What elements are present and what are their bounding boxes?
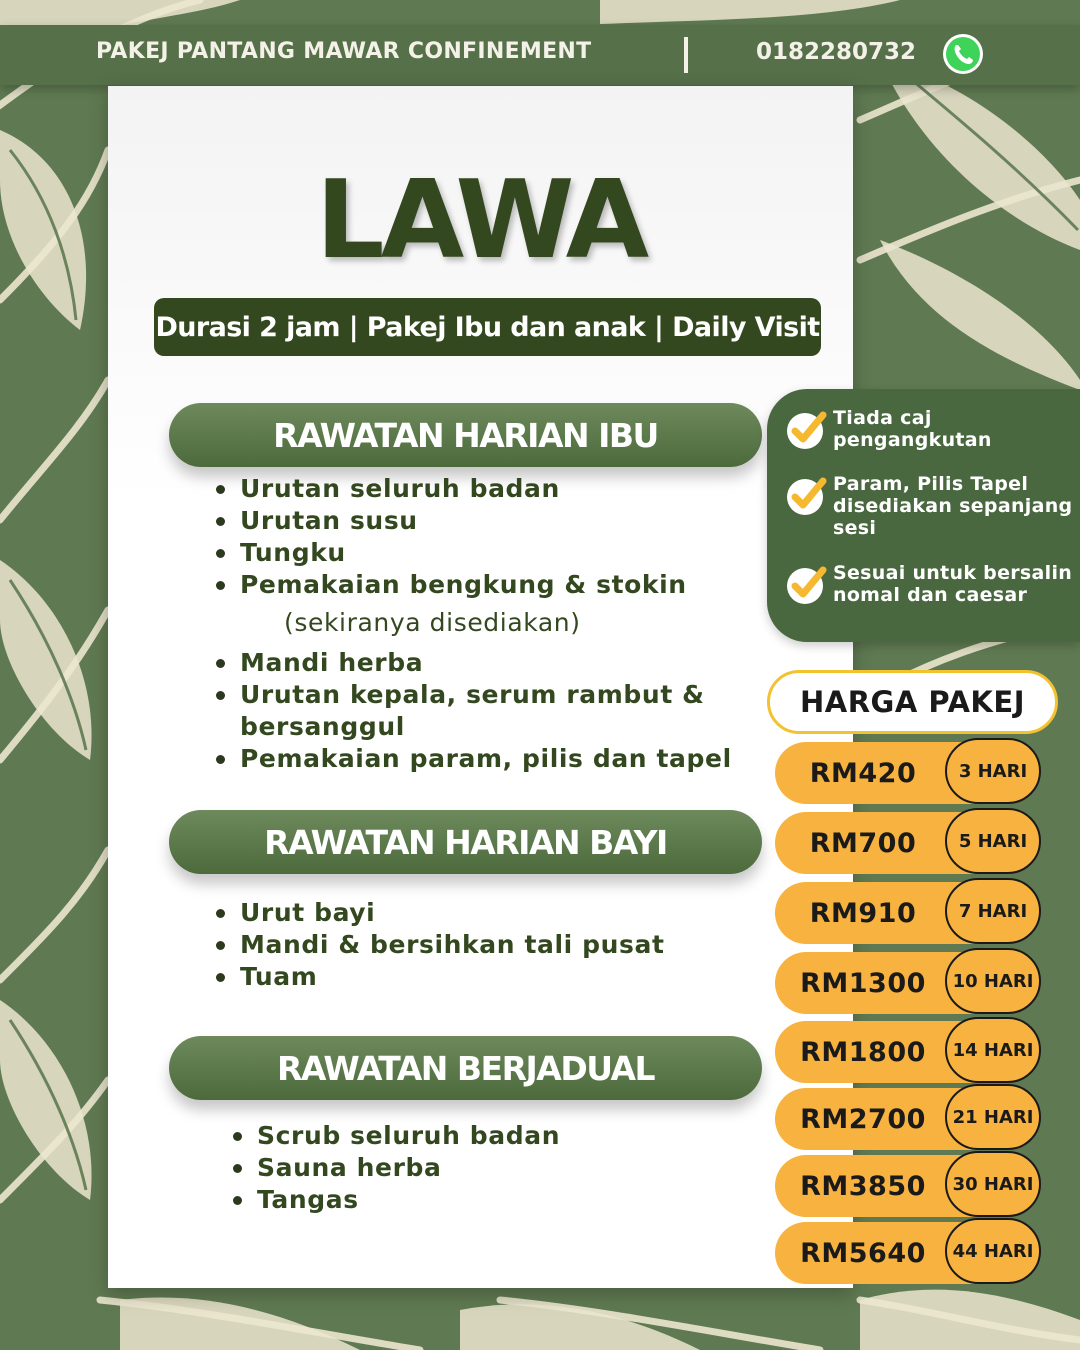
price-duration-badge: 10 HARI [945, 948, 1041, 1014]
price-amount: RM420 [809, 757, 917, 789]
price-row [775, 742, 1045, 804]
list-item: Mandi herba [214, 647, 774, 679]
list-item: Mandi & bersihkan tali pusat [214, 929, 754, 961]
section-heading-ibu: RAWATAN HARIAN IBU [169, 403, 762, 467]
check-icon [785, 409, 827, 451]
price-amount: RM5640 [800, 1237, 926, 1269]
list-item: Tangas [231, 1184, 751, 1216]
phone-number[interactable]: 0182280732 [756, 39, 917, 65]
list-item: Urutan seluruh badan [214, 473, 774, 505]
list-item: Sauna herba [231, 1152, 751, 1184]
price-row [775, 1222, 1045, 1284]
price-row [775, 1155, 1045, 1217]
treatment-list-ibu [214, 473, 774, 775]
page-title: LAWA [315, 158, 646, 283]
price-duration-badge: 3 HARI [945, 738, 1041, 804]
header-bar [0, 25, 1080, 85]
section-heading-berjadual: RAWATAN BERJADUAL [169, 1036, 762, 1100]
list-item: Urutan susu [214, 505, 774, 537]
list-item: Pemakaian bengkung & stokin [214, 569, 774, 601]
price-duration-badge: 14 HARI [945, 1017, 1041, 1083]
price-amount: RM2700 [800, 1103, 926, 1135]
price-duration-badge: 5 HARI [945, 808, 1041, 874]
benefit-text: Param, Pilis Tapel disediakan sepanjang sesi [833, 473, 1073, 539]
list-item: Urutan kepala, serum rambut & bersanggul [214, 679, 774, 743]
price-row [775, 1021, 1045, 1083]
price-duration-badge: 30 HARI [945, 1151, 1041, 1217]
price-row [775, 812, 1045, 874]
price-amount: RM1800 [800, 1036, 926, 1068]
treatment-list-berjadual [231, 1120, 751, 1216]
price-duration-badge: 21 HARI [945, 1084, 1041, 1150]
treatment-list-bayi [214, 897, 754, 993]
section-heading-bayi: RAWATAN HARIAN BAYI [169, 810, 762, 874]
price-duration-badge: 44 HARI [945, 1218, 1041, 1284]
price-amount: RM3850 [800, 1170, 926, 1202]
pricing-heading: HARGA PAKEJ [767, 670, 1058, 734]
benefit-text: Sesuai untuk bersalin nomal dan caesar [833, 562, 1073, 606]
list-item: Tuam [214, 961, 754, 993]
benefit-text: Tiada caj pengangkutan [833, 407, 992, 451]
list-item-note: (sekiranya disediakan) [284, 608, 581, 637]
brand-name: PAKEJ PANTANG MAWAR CONFINEMENT [96, 39, 592, 64]
whatsapp-icon[interactable] [942, 33, 984, 75]
header-divider [684, 37, 688, 73]
list-item: Urut bayi [214, 897, 754, 929]
price-amount: RM700 [809, 827, 917, 859]
package-subtitle: Durasi 2 jam | Pakej Ibu dan anak | Daily Visit [154, 298, 821, 356]
list-item: Pemakaian param, pilis dan tapel [214, 743, 774, 775]
check-icon [785, 475, 827, 517]
list-item: Scrub seluruh badan [231, 1120, 751, 1152]
benefits-panel [767, 389, 1080, 642]
list-item: Tungku [214, 537, 774, 569]
price-amount: RM910 [809, 897, 917, 929]
price-row [775, 952, 1045, 1014]
price-row [775, 1088, 1045, 1150]
price-row [775, 882, 1045, 944]
check-icon [785, 564, 827, 606]
price-amount: RM1300 [800, 967, 926, 999]
price-duration-badge: 7 HARI [945, 878, 1041, 944]
